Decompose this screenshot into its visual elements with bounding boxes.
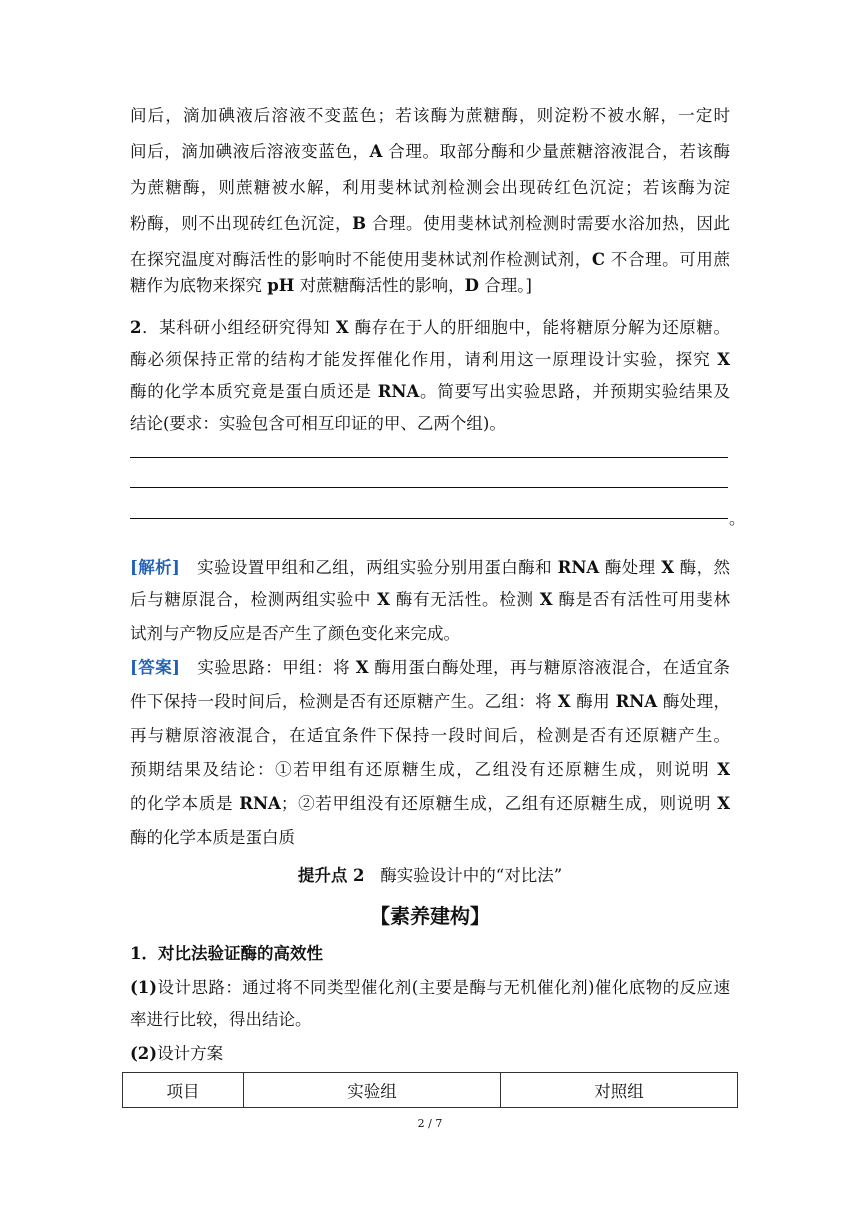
question-line: 酶的化学本质究竟是蛋白质还是 RNA。简要写出实验思路，并预期实验结果及 bbox=[130, 382, 731, 401]
answer-blank-line[interactable] bbox=[130, 518, 728, 519]
table-header-cell: 项目 bbox=[123, 1073, 244, 1108]
table-header-row bbox=[123, 1073, 738, 1108]
answer-line: 的化学本质是 RNA；②若甲组没有还原糖生成，乙组有还原糖生成，则说明 X bbox=[130, 794, 730, 813]
page-number: 2 / 7 bbox=[417, 1117, 443, 1130]
table-header-cell: 对照组 bbox=[501, 1073, 738, 1108]
item-heading: 1．对比法验证酶的高效性 bbox=[130, 944, 323, 963]
body-line: 率进行比较，得出结论。 bbox=[130, 1010, 312, 1029]
question-line: 2．某科研小组经研究得知 X 酶存在于人的肝细胞中，能将糖原分解为还原糖。 bbox=[130, 318, 730, 337]
design-table bbox=[122, 1072, 738, 1108]
answer-line: 件下保持一段时间后，检测是否有还原糖产生。乙组：将 X 酶用 RNA 酶处理， bbox=[130, 692, 730, 711]
text-line: 在探究温度对酶活性的影响时不能使用斐林试剂作检测试剂，C 不合理。可用蔗 bbox=[130, 250, 731, 269]
subsection-heading: 【素养建构】 bbox=[370, 904, 490, 928]
answer-line: 酶的化学本质是蛋白质 bbox=[130, 828, 295, 847]
text-line: 糖作为底物来探究 pH 对蔗糖酶活性的影响，D 合理。] bbox=[130, 276, 532, 295]
table-header-cell: 实验组 bbox=[244, 1073, 501, 1108]
answer-line: [答案] 实验思路：甲组：将 X 酶用蛋白酶处理，再与糖原溶液混合，在适宜条 bbox=[130, 658, 731, 677]
text-line: 粉酶，则不出现砖红色沉淀，B 合理。使用斐林试剂检测时需要水浴加热，因此 bbox=[130, 214, 731, 233]
answer-line: 再与糖原溶液混合，在适宜条件下保持一段时间后，检测是否有还原糖产生。 bbox=[130, 726, 730, 745]
question-line: 酶必须保持正常的结构才能发挥催化作用，请利用这一原理设计实验，探究 X bbox=[130, 350, 730, 369]
section-title: 提升点 2 酶实验设计中的“对比法” bbox=[297, 866, 563, 885]
analysis-line: 试剂与产物反应是否产生了颜色变化来完成。 bbox=[130, 624, 460, 643]
body-line: (1)设计思路：通过将不同类型催化剂(主要是酶与无机催化剂)催化底物的反应速 bbox=[130, 978, 730, 997]
analysis-line: [解析] 实验设置甲组和乙组，两组实验分别用蛋白酶和 RNA 酶处理 X 酶，然 bbox=[130, 558, 730, 577]
question-line: 结论(要求：实验包含可相互印证的甲、乙两个组)。 bbox=[130, 414, 506, 433]
answer-blank-line[interactable] bbox=[130, 457, 728, 458]
text-line: 间后，滴加碘液后溶液不变蓝色；若该酶为蔗糖酶，则淀粉不被水解，一定时 bbox=[130, 106, 730, 125]
text-line: 间后，滴加碘液后溶液变蓝色，A 合理。取部分酶和少量蔗糖溶液混合，若该酶 bbox=[130, 142, 730, 161]
analysis-line: 后与糖原混合，检测两组实验中 X 酶有无活性。检测 X 酶是否有活性可用斐林 bbox=[130, 590, 730, 609]
period-mark: 。 bbox=[729, 509, 746, 528]
answer-blank-line[interactable] bbox=[130, 487, 728, 488]
text-line: 为蔗糖酶，则蔗糖被水解，利用斐林试剂检测会出现砖红色沉淀；若该酶为淀 bbox=[130, 178, 730, 197]
body-line: (2)设计方案 bbox=[130, 1044, 224, 1063]
answer-line: 预期结果及结论：①若甲组有还原糖生成，乙组没有还原糖生成，则说明 X bbox=[130, 760, 730, 779]
